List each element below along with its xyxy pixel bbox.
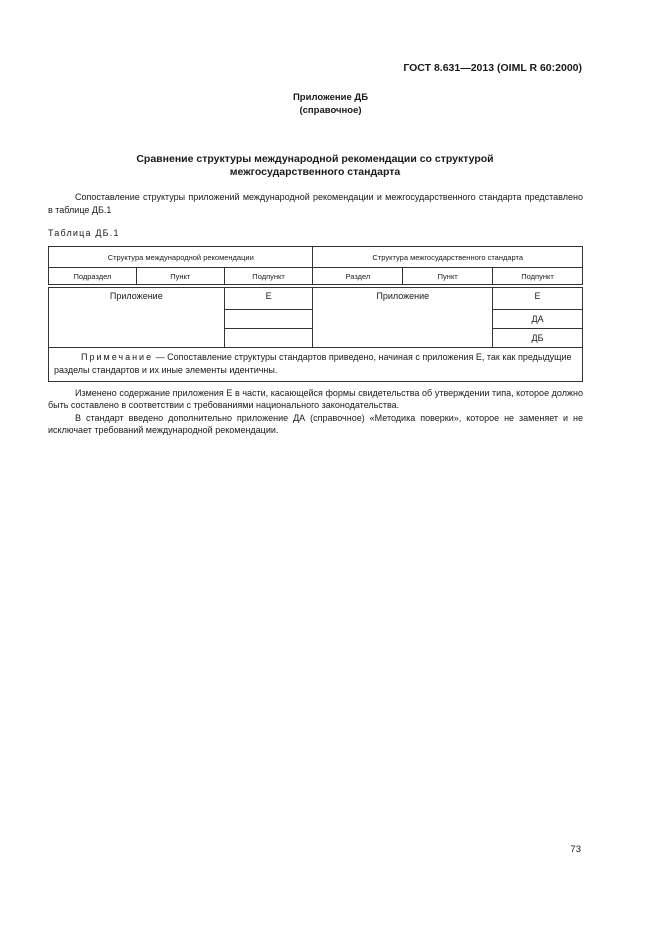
closing-paragraphs (48, 387, 583, 436)
left-appendix-cell: Приложение (49, 288, 225, 348)
col-header: Пункт (136, 268, 224, 285)
col-header: Пункт (403, 268, 493, 285)
table-row (49, 288, 583, 310)
col-header: Подраздел (49, 268, 137, 285)
comparison-table (48, 246, 583, 382)
intro-paragraph (48, 191, 583, 216)
col-header: Подпункт (493, 268, 583, 285)
table-subheader-row (49, 268, 583, 285)
left-value-cell: Е (224, 288, 313, 310)
appendix-subtitle: (справочное) (299, 104, 362, 116)
appendix-title: Приложение ДБ (292, 92, 369, 103)
group-header-interstate: Структура межгосударственного стандарта (313, 247, 583, 268)
col-header: Подпункт (224, 268, 313, 285)
paragraph-3-text: В стандарт введено дополнительно приложение ДА (справочное) «Методика поверки», которое не заменяет и не исключает требований международной рекомендации. (48, 412, 583, 435)
right-value-cell: ДА (493, 310, 583, 329)
appendix-heading (0, 92, 661, 117)
paragraph-2-text: Изменено содержание приложения Е в части, касающейся формы свидетельства об утверждении типа, которое должно быть составлено в соответствии с требованиями национального законодательства. (48, 388, 583, 411)
table-group-header-row (49, 247, 583, 268)
left-empty-cell (224, 310, 313, 329)
section-title-line1: Сравнение структуры международной рекомендации со структурой (136, 153, 494, 165)
right-value-cell: Е (493, 288, 583, 310)
left-empty-cell (224, 329, 313, 348)
section-title (0, 153, 630, 179)
table-note-row (49, 348, 583, 382)
section-title-line2: межгосударственного стандарта (229, 166, 401, 178)
table-note (49, 348, 583, 382)
paragraph-3 (48, 412, 583, 437)
document-header: ГОСТ 8.631—2013 (OIML R 60:2000) (403, 62, 582, 74)
paragraph-2 (48, 387, 583, 412)
intro-text: Сопоставление структуры приложений международной рекомендации и межгосударственного стандарта представлено в таблице ДБ.1 (48, 192, 583, 215)
group-header-international: Структура международной рекомендации (49, 247, 313, 268)
table-caption: Таблица ДБ.1 (48, 228, 120, 238)
right-appendix-cell: Приложение (313, 288, 493, 348)
note-prefix: Примечание (81, 352, 154, 362)
page-number: 73 (570, 844, 581, 855)
col-header: Раздел (313, 268, 403, 285)
note-text: — Сопоставление структуры стандартов приведено, начиная с приложения Е, так как предыдущие разделы стандартов и их иные элементы идентичны. (54, 352, 572, 375)
right-value-cell: ДБ (493, 329, 583, 348)
